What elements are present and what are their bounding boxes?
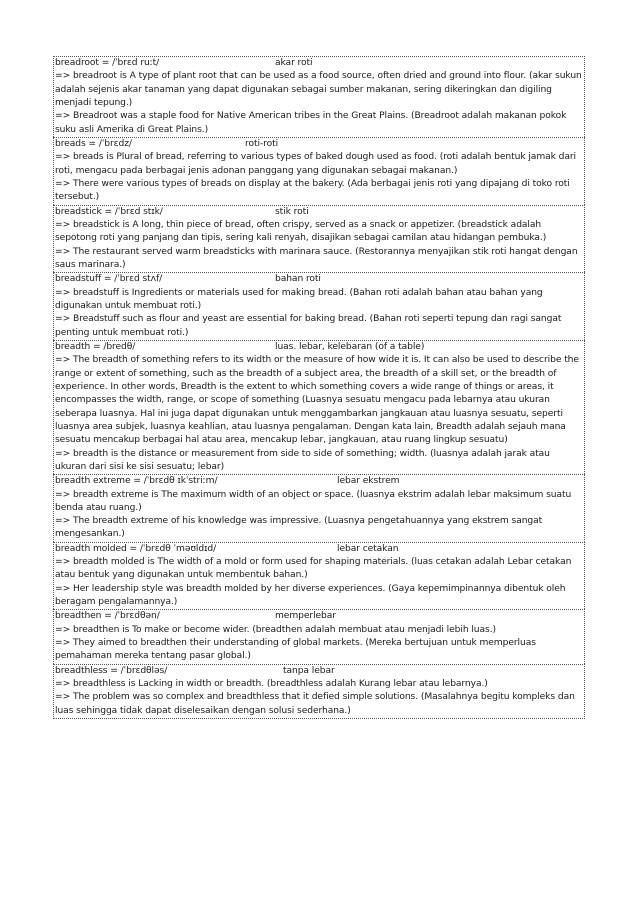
entry-definition-line: => breads is Plural of bread, referring to various types of baked dough used as food. (roti adalah bentuk jamak dari roti, mengacu pada berbagai jenis adonan panggang yang digunakan sebagai makanan.) <box>55 152 577 176</box>
entry-definition-line: => Breadroot was a staple food for Native American tribes in the Great Plains. (Breadroot adalah makanan pokok suku asli Amerika di Great Plains.) <box>55 111 567 135</box>
entry-definition-line: => breadroot is A type of plant root that can be used as a food source, often dried and ground into flour. (akar sukun adalah sejenis akar tanaman yang dapat digunakan sebagai sumber makanan, sering dikeringkan dan digiling menjadi tepung.) <box>55 71 582 108</box>
entry-definition-line: => They aimed to breadthen their understanding of global markets. (Mereka bertujuan untuk memperluas pemahaman mereka tentang pasar global.) <box>55 638 536 662</box>
entry-headword: breadthless = /ˈbrɛdθləs/ <box>55 665 168 676</box>
entry-definition-line: => breadstuff is Ingredients or materials used for making bread. (Bahan roti adalah bahan atau bahan yang digunakan untuk membuat roti.) <box>55 287 543 311</box>
entry-headline <box>55 341 583 354</box>
entry-headword: breadth extreme = /ˈbrɛdθ ɪkˈstriːm/ <box>55 476 218 487</box>
entry-translation: memperlebar <box>275 611 336 622</box>
dictionary-page <box>53 56 585 719</box>
entry-headword: breadstick = /ˈbrɛd stɪk/ <box>55 206 163 217</box>
entry-headline <box>55 665 583 678</box>
entry-translation: akar roti <box>275 58 313 68</box>
entry-headline <box>55 610 583 623</box>
dictionary-entry <box>53 340 585 474</box>
entry-definition-line: => breadstick is A long, thin piece of bread, often crispy, served as a snack or appetizer. (breadstick adalah sepotong roti yang panjang dan tipis, sering kali renyah, disajikan sebagai camilan atau hidangan pembuka.) <box>55 219 547 244</box>
entry-headword: breads = /ˈbrɛdz/ <box>55 138 132 149</box>
entry-headline <box>55 475 583 488</box>
entry-translation: luas. lebar, kelebaran (of a table) <box>275 341 425 352</box>
dictionary-entry <box>53 205 585 273</box>
dictionary-entry <box>53 609 585 663</box>
dictionary-entry <box>53 137 585 205</box>
entry-definition-line: => The restaurant served warm breadsticks with marinara sauce. (Restorannya menyajikan stik roti hangat dengan saus marinara.) <box>55 246 578 270</box>
entry-headline <box>55 138 583 151</box>
entry-definition-line: => Breadstuff such as flour and yeast are essential for baking bread. (Bahan roti seperti tepung dan ragi sangat penting untuk membuat roti.) <box>55 314 562 338</box>
dictionary-entry <box>53 56 585 137</box>
entry-headword: breadth molded = /ˈbrɛdθ ˈməʊldɪd/ <box>55 543 217 554</box>
entry-headline <box>55 57 583 70</box>
entry-headline <box>55 273 583 286</box>
dictionary-entry <box>53 474 585 542</box>
entry-definition-line: => The breadth extreme of his knowledge was impressive. (Luasnya pengetahuannya yang ekstrem sangat mengesankan.) <box>55 516 543 540</box>
entry-translation: lebar ekstrem <box>337 476 400 487</box>
entry-definition-line: => There were various types of breads on display at the bakery. (Ada berbagai jenis roti yang dipajang di toko roti tersebut.) <box>55 178 570 203</box>
entry-headline <box>55 206 583 219</box>
entry-translation: stik roti <box>275 206 309 217</box>
entry-headword: breadth = /bredθ/ <box>55 341 136 352</box>
dictionary-entry <box>53 542 585 610</box>
entry-translation: bahan roti <box>275 274 321 285</box>
entry-definition-line: => The breadth of something refers to its width or the measure of how wide it is. It can also be used to describe the range or extent of something, such as the breadth of a subject area, the breadth of a skill set, or the breadth of experience. In other words, Breadth is the extent to which something covers a wide range of things or areas, it encompasses the width, range, or scope of something (Luasnya sesuatu mengacu pada lebarnya atau ukuran seberapa luasnya. Hal ini juga dapat digunakan untuk menggambarkan jangkauan atau luasnya sesuatu, seperti luasnya area subjek, luasnya keahlian, atau luasnya pengalaman. Dengan kata lain, Breadth adalah sejauh mana sesuatu mencakup berbagai hal atau area, mencakup lebar, jangkauan, atau ruang lingkup sesuatu) <box>55 355 579 446</box>
entry-definition-line: => breadthen is To make or become wider. (breadthen adalah membuat atau menjadi lebih luas.) <box>55 624 496 635</box>
entry-translation: tanpa lebar <box>283 665 335 676</box>
entry-headword: breadstuff = /ˈbrɛd stʌf/ <box>55 274 163 285</box>
entry-definition-line: => breadth extreme is The maximum width of an object or space. (luasnya ekstrim adalah lebar maksimum suatu benda atau ruang.) <box>55 489 572 513</box>
entry-translation: roti-roti <box>245 138 279 149</box>
entry-definition-line: => breadthless is Lacking in width or breadth. (breadthless adalah Kurang lebar atau lebarnya.) <box>55 679 488 690</box>
entry-definition-line: => Her leadership style was breadth molded by her diverse experiences. (Gaya kepemimpinannya dibentuk oleh beragam pengalamannya.) <box>55 583 566 608</box>
entry-headword: breadthen = /ˈbrɛdθən/ <box>55 611 160 622</box>
entry-definition-line: => breadth is the distance or measurement from side to side of something; width. (luasnya adalah jarak atau ukuran dari sisi ke sisi sesuatu; lebar) <box>55 448 550 472</box>
dictionary-entry <box>53 664 585 719</box>
dictionary-entry <box>53 272 585 340</box>
entry-translation: lebar cetakan <box>337 543 399 554</box>
entry-headword: breadroot = /ˈbrɛd ruːt/ <box>55 58 160 68</box>
entry-definition-line: => breadth molded is The width of a mold or form used for shaping materials. (luas cetakan adalah Lebar cetakan atau bentuk yang digunakan untuk membentuk bahan.) <box>55 557 572 581</box>
entry-headline <box>55 543 583 556</box>
entry-definition-line: => The problem was so complex and breadthless that it defied simple solutions. (Masalahnya begitu kompleks dan luas sehingga tidak dapat diselesaikan dengan solusi sederhana.) <box>55 692 575 716</box>
